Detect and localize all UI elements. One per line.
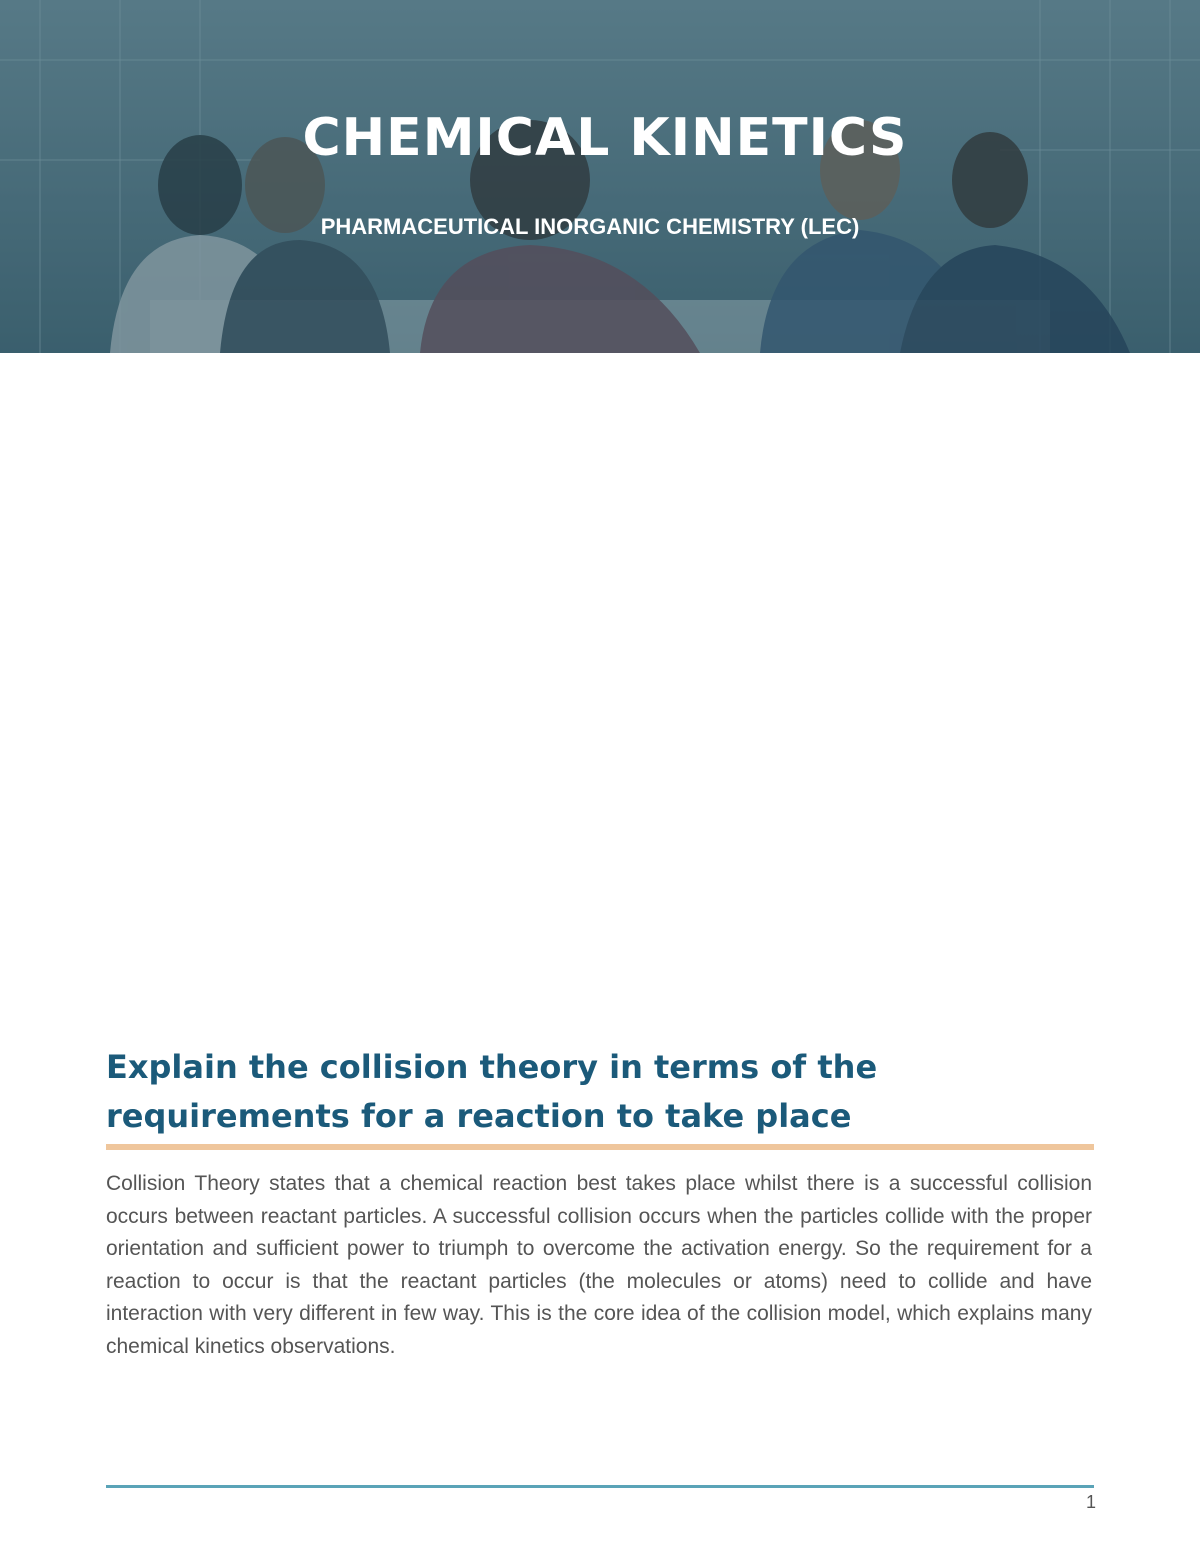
page-number: 1: [1085, 1492, 1096, 1512]
body-paragraph: Collision Theory states that a chemical reaction best takes place whilst there is a successful collision occurs between reactant particles. A successful collision occurs when the particles collide with the proper orientation and sufficient power to triumph to overcome the activation energy. So the requirement for a reaction to occur is that the reactant particles (the molecules or atoms) need to collide and have interaction with very different in few way. This is the core idea of the collision model, which explains many chemical kinetics observations.: [106, 1172, 1092, 1358]
footer-divider: [106, 1485, 1094, 1488]
banner-overlay: [0, 0, 1200, 353]
header-banner: [0, 0, 1200, 353]
section-heading: Explain the collision theory in terms of the requirements for a reaction to take place: [106, 1048, 878, 1135]
document-subtitle: PHARMACEUTICAL INORGANIC CHEMISTRY (LEC): [320, 214, 860, 239]
heading-divider: [106, 1144, 1094, 1150]
document-title: CHEMICAL KINETICS: [302, 108, 908, 168]
